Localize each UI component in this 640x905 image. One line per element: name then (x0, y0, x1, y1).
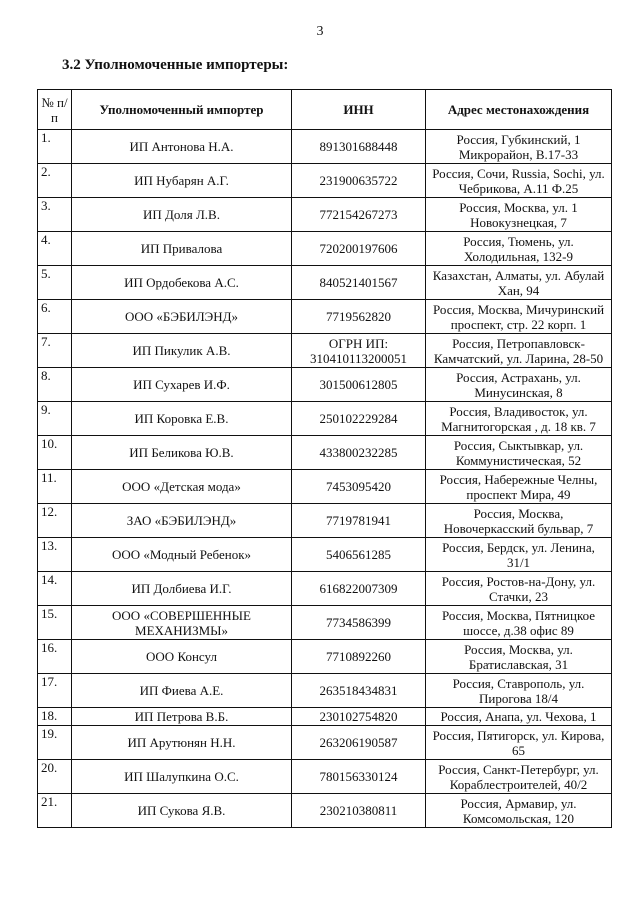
inn-value: 7453095420 (292, 470, 426, 504)
address-value: Россия, Губкинский, 1 Микрорайон, В.17-33 (426, 130, 612, 164)
importer-name: ИП Доля Л.В. (72, 198, 292, 232)
importer-name: ООО «СОВЕРШЕННЫЕ МЕХАНИЗМЫ» (72, 606, 292, 640)
table-row (38, 436, 612, 470)
row-number: 18. (38, 708, 72, 726)
importer-name: ИП Арутюнян Н.Н. (72, 726, 292, 760)
table-row (38, 538, 612, 572)
table-row (38, 334, 612, 368)
row-number: 2. (38, 164, 72, 198)
row-number: 13. (38, 538, 72, 572)
inn-value: 263518434831 (292, 674, 426, 708)
header-num: № п/п (38, 90, 72, 130)
address-value: Россия, Москва, ул. 1 Новокузнецкая, 7 (426, 198, 612, 232)
address-value: Россия, Сочи, Russia, Sochi, ул. Чебрикова, А.11 Ф.25 (426, 164, 612, 198)
importer-name: ЗАО «БЭБИЛЭНД» (72, 504, 292, 538)
address-value: Россия, Москва, Мичуринский проспект, стр. 22 корп. 1 (426, 300, 612, 334)
table-row (38, 470, 612, 504)
inn-value: 301500612805 (292, 368, 426, 402)
table-row (38, 232, 612, 266)
address-value: Россия, Тюмень, ул. Холодильная, 132-9 (426, 232, 612, 266)
row-number: 20. (38, 760, 72, 794)
row-number: 10. (38, 436, 72, 470)
importer-name: ООО «БЭБИЛЭНД» (72, 300, 292, 334)
address-value: Россия, Москва, Пятницкое шоссе, д.38 офис 89 (426, 606, 612, 640)
inn-value: 891301688448 (292, 130, 426, 164)
table-row (38, 674, 612, 708)
row-number: 3. (38, 198, 72, 232)
inn-value: 7734586399 (292, 606, 426, 640)
section-title: 3.2 Уполномоченные импортеры: (62, 57, 289, 73)
address-value: Россия, Ставрополь, ул. Пирогова 18/4 (426, 674, 612, 708)
row-number: 6. (38, 300, 72, 334)
importer-name: ИП Шалупкина О.С. (72, 760, 292, 794)
importer-name: ООО «Модный Ребенок» (72, 538, 292, 572)
importers-table (37, 89, 612, 828)
row-number: 11. (38, 470, 72, 504)
inn-value: 263206190587 (292, 726, 426, 760)
importer-name: ИП Антонова Н.А. (72, 130, 292, 164)
importer-name: ИП Петрова В.Б. (72, 708, 292, 726)
table-row (38, 504, 612, 538)
importer-name: ИП Коровка Е.В. (72, 402, 292, 436)
address-value: Россия, Москва, Новочеркасский бульвар, 7 (426, 504, 612, 538)
table-row (38, 726, 612, 760)
table-row (38, 572, 612, 606)
address-value: Россия, Набережные Челны, проспект Мира, 49 (426, 470, 612, 504)
inn-value: 5406561285 (292, 538, 426, 572)
inn-value: 840521401567 (292, 266, 426, 300)
row-number: 5. (38, 266, 72, 300)
inn-value: 772154267273 (292, 198, 426, 232)
inn-value: 250102229284 (292, 402, 426, 436)
importer-name: ООО Консул (72, 640, 292, 674)
row-number: 14. (38, 572, 72, 606)
inn-value: ОГРН ИП: 310410113200051 (292, 334, 426, 368)
row-number: 16. (38, 640, 72, 674)
inn-value: 616822007309 (292, 572, 426, 606)
importer-name: ИП Беликова Ю.В. (72, 436, 292, 470)
importer-name: ИП Ордобекова А.С. (72, 266, 292, 300)
table-row (38, 368, 612, 402)
table-row (38, 606, 612, 640)
inn-value: 7710892260 (292, 640, 426, 674)
address-value: Россия, Сыктывкар, ул. Коммунистическая, 52 (426, 436, 612, 470)
header-inn: ИНН (292, 90, 426, 130)
row-number: 7. (38, 334, 72, 368)
row-number: 19. (38, 726, 72, 760)
importer-name: ИП Пикулик А.В. (72, 334, 292, 368)
address-value: Россия, Владивосток, ул. Магнитогорская , д. 18 кв. 7 (426, 402, 612, 436)
table-row (38, 402, 612, 436)
inn-value: 230102754820 (292, 708, 426, 726)
address-value: Россия, Санкт-Петербург, ул. Кораблестроителей, 40/2 (426, 760, 612, 794)
importer-name: ИП Привалова (72, 232, 292, 266)
address-value: Россия, Астрахань, ул. Минусинская, 8 (426, 368, 612, 402)
table-row (38, 300, 612, 334)
header-address: Адрес местонахождения (426, 90, 612, 130)
inn-value: 7719781941 (292, 504, 426, 538)
inn-value: 7719562820 (292, 300, 426, 334)
table-row (38, 266, 612, 300)
row-number: 4. (38, 232, 72, 266)
address-value: Россия, Москва, ул. Братиславская, 31 (426, 640, 612, 674)
address-value: Россия, Петропавловск-Камчатский, ул. Ларина, 28-50 (426, 334, 612, 368)
importer-name: ИП Долбиева И.Г. (72, 572, 292, 606)
inn-value: 231900635722 (292, 164, 426, 198)
row-number: 12. (38, 504, 72, 538)
row-number: 8. (38, 368, 72, 402)
row-number: 9. (38, 402, 72, 436)
inn-value: 230210380811 (292, 794, 426, 828)
row-number: 21. (38, 794, 72, 828)
inn-value: 433800232285 (292, 436, 426, 470)
table-row (38, 198, 612, 232)
row-number: 17. (38, 674, 72, 708)
address-value: Казахстан, Алматы, ул. Абулай Хан, 94 (426, 266, 612, 300)
inn-value: 780156330124 (292, 760, 426, 794)
table-row (38, 164, 612, 198)
importer-name: ИП Сухарев И.Ф. (72, 368, 292, 402)
table-row (38, 708, 612, 726)
table-row (38, 794, 612, 828)
address-value: Россия, Армавир, ул. Комсомольская, 120 (426, 794, 612, 828)
table-row (38, 130, 612, 164)
importer-name: ИП Нубарян А.Г. (72, 164, 292, 198)
table-row (38, 640, 612, 674)
row-number: 15. (38, 606, 72, 640)
importer-name: ИП Фиева А.Е. (72, 674, 292, 708)
table-row (38, 760, 612, 794)
address-value: Россия, Ростов-на-Дону, ул. Стачки, 23 (426, 572, 612, 606)
importer-name: ИП Сукова Я.В. (72, 794, 292, 828)
address-value: Россия, Бердск, ул. Ленина, 31/1 (426, 538, 612, 572)
inn-value: 720200197606 (292, 232, 426, 266)
row-number: 1. (38, 130, 72, 164)
table-header-row (38, 90, 612, 130)
page-number: 3 (316, 24, 324, 39)
importer-name: ООО «Детская мода» (72, 470, 292, 504)
address-value: Россия, Анапа, ул. Чехова, 1 (426, 708, 612, 726)
address-value: Россия, Пятигорск, ул. Кирова, 65 (426, 726, 612, 760)
header-name: Уполномоченный импортер (72, 90, 292, 130)
